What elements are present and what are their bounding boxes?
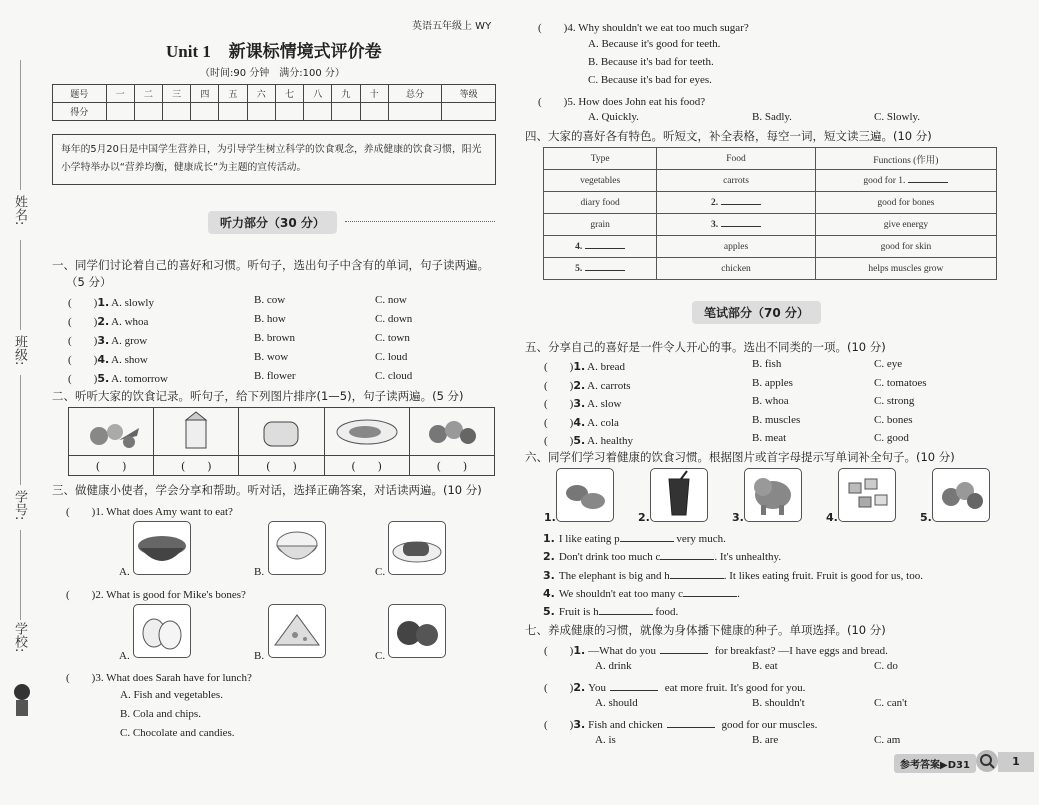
score-header-cell: 总分: [388, 85, 442, 103]
option-b: B. eat: [752, 660, 778, 672]
s3-q1-a: A.: [119, 566, 130, 578]
item-number: 3.: [97, 334, 110, 347]
margin-rule: [20, 240, 21, 330]
option-c: C. down: [375, 313, 413, 325]
margin-rule: [20, 530, 21, 620]
option-c: C. tomatoes: [874, 376, 927, 389]
option-a: A. whoa: [111, 316, 149, 328]
score-table: [52, 84, 496, 121]
cell-text: give energy: [883, 219, 929, 230]
candies-image: [838, 468, 896, 522]
option-a: A. grow: [111, 335, 148, 347]
sentence-end: . It's unhealthy.: [714, 551, 782, 564]
sentence-start: Don't drink too much c: [558, 551, 661, 564]
s6-title: 六、同学们学习着健康的饮食习惯。根据图片或首字母提示写单词补全句子。(10 分): [525, 450, 955, 464]
s5-item: [544, 395, 621, 411]
cell-text: 2.: [710, 197, 719, 208]
score-header-cell: 七: [275, 85, 303, 103]
s7-item: [544, 716, 817, 732]
option-a: A. slow: [587, 398, 622, 410]
answer-slot[interactable]: ( ): [544, 719, 574, 731]
s3-q2-c: C.: [375, 650, 386, 662]
title-unit: Unit 1: [166, 42, 211, 61]
blank-input[interactable]: [585, 248, 625, 249]
option-b: B. flower: [254, 370, 296, 382]
option-a: A. drink: [595, 660, 632, 672]
blank-input[interactable]: [667, 718, 715, 728]
potatoes-image: [556, 468, 614, 522]
option-c: C. eye: [874, 358, 903, 370]
answer-slot[interactable]: ( ): [68, 335, 98, 347]
option-c: C. good: [874, 432, 909, 444]
s3-q4-b: B. Because it's bad for teeth.: [588, 56, 714, 68]
s3-q3-a: A. Fish and vegetables.: [120, 689, 223, 701]
s3-title: 三、做健康小使者，学会分享和帮助。听对话，选择正确答案，对话读两遍。(10 分): [52, 483, 482, 497]
item-number: 2.: [543, 550, 555, 564]
s6-sentence: [543, 569, 923, 582]
cell-text: good for bones: [877, 197, 935, 208]
table-cell: [657, 236, 816, 258]
score-header-cell: 六: [247, 85, 275, 103]
answer-slot[interactable]: ( ): [68, 373, 98, 385]
milk-carton-image: [154, 408, 239, 456]
option-b: B. shouldn't: [752, 697, 805, 709]
blank-input[interactable]: [683, 587, 737, 597]
blank-input[interactable]: [670, 569, 724, 579]
answer-slot[interactable]: ( ): [544, 398, 574, 410]
score-header-cell: 题号: [53, 85, 107, 103]
table-row: [544, 192, 997, 214]
cell-text: good for skin: [880, 241, 932, 252]
number-label: 学号:: [12, 490, 27, 521]
s5-item: [544, 358, 625, 374]
s5-item: [544, 377, 631, 393]
s1-item: [68, 313, 148, 329]
option-b: B. meat: [752, 432, 787, 444]
option-c: C. do: [874, 660, 898, 672]
listening-title: 听力部分（30 分）: [208, 211, 337, 234]
score-input-cell[interactable]: [442, 103, 496, 121]
s6-sentence: [543, 587, 740, 600]
answer-slot[interactable]: ( ): [544, 379, 574, 392]
sentence-start: We shouldn't eat too many c: [558, 587, 684, 600]
score-header-cell: 八: [304, 85, 332, 103]
table-cell: [544, 192, 657, 214]
item-number: 3.: [543, 568, 555, 582]
cell-text: diary food: [580, 197, 620, 208]
score-input-cell[interactable]: [163, 103, 191, 121]
option-c: C. bones: [874, 413, 913, 426]
item-number: 5.: [573, 434, 586, 447]
score-input-cell[interactable]: [134, 103, 162, 121]
option-a: A. cola: [587, 416, 619, 429]
s4-title: 四、大家的喜好各有特色。听短文，补全表格，每空一词，短文读三遍。(10 分): [525, 129, 932, 143]
mascot-icon: [8, 680, 36, 720]
bread-image: [239, 408, 324, 456]
score-input-cell[interactable]: [275, 103, 303, 121]
table-cell: [657, 258, 816, 280]
divider: [345, 221, 495, 222]
s3-q1-b: B.: [254, 566, 265, 578]
page-title: [166, 37, 382, 62]
score-input-cell[interactable]: [106, 103, 134, 121]
sentence-end: .: [737, 587, 740, 600]
answer-slot[interactable]: ( ): [68, 354, 98, 366]
fruit-basket-image: [932, 468, 990, 522]
s3-q4-a: A. Because it's good for teeth.: [588, 38, 721, 50]
s6-sentence: [543, 532, 726, 545]
time-info: （时间:90 分钟 满分:100 分）: [200, 68, 345, 79]
score-input-cell[interactable]: [191, 103, 219, 121]
score-input-cell[interactable]: [360, 103, 388, 121]
item-number: 2.: [573, 681, 586, 694]
answer-slot[interactable]: ( ): [324, 456, 409, 476]
question-end: for breakfast? —I have eggs and bread.: [712, 645, 888, 657]
answer-slot[interactable]: ( ): [409, 456, 494, 476]
cell-text: good for 1.: [863, 175, 906, 186]
option-a: A. slowly: [111, 297, 154, 309]
score-header-cell: 三: [163, 85, 191, 103]
score-input-cell[interactable]: [304, 103, 332, 121]
question-start: Fish and chicken: [588, 719, 663, 731]
s4-table: [543, 147, 997, 280]
s5-item: [544, 414, 619, 430]
answer-slot[interactable]: ( ): [544, 682, 574, 694]
option-a: A. is: [595, 734, 616, 746]
eggs-image: [133, 604, 191, 658]
option-c: C. now: [375, 294, 407, 306]
item-number: 4.: [573, 415, 586, 429]
cell-text: 5.: [575, 263, 583, 274]
option-b: B. cow: [254, 294, 286, 306]
score-header-cell: 九: [332, 85, 360, 103]
cheese-image: [268, 604, 326, 658]
blank-input[interactable]: [660, 644, 708, 654]
sentence-start: The elephant is big and h: [558, 569, 670, 582]
question-start: You: [588, 682, 607, 694]
s6-sentence: [543, 605, 678, 618]
score-header-cell: 等级: [442, 85, 496, 103]
answer-slot[interactable]: ( ): [544, 435, 574, 447]
option-c: C. loud: [375, 351, 408, 363]
question-end: eat more fruit. It's good for you.: [662, 682, 806, 694]
s6-num: 1.: [544, 511, 556, 524]
elephant-image: [744, 468, 802, 522]
blank-input[interactable]: [721, 226, 761, 227]
s1-item: [68, 370, 168, 386]
item-number: 1.: [573, 360, 586, 373]
item-number: 4.: [97, 353, 110, 366]
fruit-image: [409, 408, 494, 456]
score-header-cell: 一: [106, 85, 134, 103]
option-c: C. can't: [874, 697, 908, 709]
s5-title: 五、分享自己的喜好是一件令人开心的事。选出不同类的一项。(10 分): [525, 340, 886, 354]
school-label: 学校:: [12, 622, 27, 653]
score-input-cell[interactable]: [247, 103, 275, 121]
answer-slot[interactable]: ( ): [154, 456, 239, 476]
cell-text: chicken: [721, 263, 751, 274]
rice-image: [268, 521, 326, 575]
binding-margin: [0, 0, 44, 805]
blank-input[interactable]: [721, 204, 761, 205]
table-cell: [657, 214, 816, 236]
cell-text: carrots: [723, 175, 749, 186]
option-b: B. wow: [254, 351, 289, 363]
cell-text: helps muscles grow: [868, 263, 944, 274]
answer-slot[interactable]: ( ): [68, 316, 98, 328]
item-number: 1.: [543, 532, 555, 545]
table-cell: [815, 258, 996, 280]
cola-image: [650, 468, 708, 522]
intro-box: 每年的5月20日是中国学生营养日，为引导学生树立科学的饮食观念，养成健康的饮食习惯，阳光小学特举办以“营养均衡，健康成长”为主题的宣传活动。: [52, 134, 496, 185]
item-number: 3.: [573, 718, 586, 731]
s6-num: 3.: [732, 511, 744, 524]
s6-num: 2.: [638, 511, 650, 524]
score-input-cell[interactable]: [332, 103, 360, 121]
option-c: C. cloud: [375, 370, 413, 382]
s2-picture-table: [68, 407, 495, 476]
option-a: A. tomorrow: [111, 373, 168, 385]
sentence-start: Fruit is h: [558, 606, 599, 619]
option-a: A. show: [111, 354, 148, 366]
s3-q4: ( )4. Why shouldn't we eat too much sugar?: [538, 22, 749, 34]
sentence-start: I like eating p: [558, 533, 620, 545]
s3-q1-c: C.: [375, 566, 386, 578]
steak-image: [388, 521, 446, 575]
page-number: 1: [998, 752, 1034, 772]
score-header-cell: 二: [134, 85, 162, 103]
s6-num: 4.: [826, 511, 838, 524]
class-label: 班级:: [12, 335, 27, 366]
s6-num: 5.: [920, 511, 932, 524]
item-number: 5.: [97, 372, 110, 385]
blank-input[interactable]: [610, 681, 658, 691]
answer-slot[interactable]: ( ): [544, 645, 574, 657]
title-cn: 新课标情境式评价卷: [228, 42, 382, 62]
s3-q2-a: A.: [119, 650, 130, 662]
option-b: B. whoa: [752, 395, 789, 407]
table-cell: [815, 214, 996, 236]
score-input-cell[interactable]: [388, 103, 442, 121]
option-b: B. are: [752, 734, 779, 746]
grade-label: 英语五年级上 WY: [412, 21, 492, 32]
score-header-cell: 十: [360, 85, 388, 103]
blank-input[interactable]: [620, 532, 674, 542]
s3-q3: ( )3. What does Sarah have for lunch?: [66, 672, 252, 684]
blank-input[interactable]: [599, 605, 653, 615]
score-header-cell: 四: [191, 85, 219, 103]
s7-item: [544, 679, 805, 695]
option-c: C. strong: [874, 395, 915, 407]
table-row: [544, 258, 997, 280]
vegetables-image: [69, 408, 154, 456]
table-cell: [544, 170, 657, 192]
margin-rule: [20, 60, 21, 190]
s3-q2: ( )2. What is good for Mike's bones?: [66, 589, 246, 601]
s3-q2-b: B.: [254, 650, 265, 662]
table-cell: [657, 192, 816, 214]
item-number: 4.: [543, 586, 555, 600]
option-b: B. fish: [752, 358, 782, 370]
s1-item: [68, 351, 148, 367]
option-b: B. muscles: [752, 413, 801, 426]
s1-score: （5 分）: [66, 275, 112, 289]
cell-text: 3.: [710, 219, 719, 230]
answer-slot[interactable]: ( ): [544, 416, 574, 429]
s3-q4-c: C. Because it's bad for eyes.: [588, 74, 712, 86]
s3-q3-c: C. Chocolate and candies.: [120, 727, 235, 739]
table-cell: [544, 236, 657, 258]
fish-dish-image: [324, 408, 409, 456]
answer-ref: 参考答案▶D31: [894, 754, 976, 773]
blank-input[interactable]: [585, 270, 625, 271]
option-b: B. apples: [752, 376, 793, 389]
sentence-end: food.: [652, 606, 679, 619]
answer-slot[interactable]: ( ): [69, 456, 154, 476]
blank-input[interactable]: [908, 182, 948, 183]
cell-text: apples: [723, 241, 749, 252]
table-row: [544, 170, 997, 192]
s3-q5: ( )5. How does John eat his food?: [538, 96, 706, 108]
noodles-image: [133, 521, 191, 575]
s5-item: [544, 432, 633, 448]
s3-q3-b: B. Cola and chips.: [120, 708, 201, 720]
answer-slot[interactable]: ( ): [239, 456, 324, 476]
item-number: 1.: [97, 296, 110, 309]
tomatoes-image: [388, 604, 446, 658]
answer-slot[interactable]: ( ): [68, 297, 98, 309]
cell-text: grain: [590, 219, 610, 230]
table-cell: [815, 192, 996, 214]
s7-title: 七、养成健康的习惯，就像为身体播下健康的种子。单项选择。(10 分): [525, 623, 886, 637]
writing-title: 笔试部分（70 分）: [692, 301, 821, 324]
s6-sentence: [543, 550, 781, 563]
score-row-label: 得分: [53, 103, 107, 121]
s2-title: 二、听听大家的饮食记录。听句子，给下列图片排序(1—5)，句子读两遍。(5 分): [52, 389, 464, 403]
table-row: [544, 236, 997, 258]
score-input-cell[interactable]: [219, 103, 247, 121]
table-cell: [544, 258, 657, 280]
table-header: Food: [657, 148, 816, 170]
option-a: A. should: [595, 697, 638, 709]
table-row: [544, 214, 997, 236]
item-number: 1.: [573, 644, 586, 657]
question-end: good for our muscles.: [718, 719, 818, 731]
s1-item: [68, 332, 147, 348]
item-number: 2.: [97, 315, 110, 328]
s3-q5-b: B. Sadly.: [752, 111, 792, 123]
option-a: A. healthy: [587, 435, 633, 447]
score-header-cell: 五: [219, 85, 247, 103]
table-header: Functions (作用): [815, 148, 996, 170]
table-cell: [544, 214, 657, 236]
table-cell: [815, 170, 996, 192]
magnifier-icon: [976, 750, 998, 772]
table-header: Type: [544, 148, 657, 170]
s3-q1: ( )1. What does Amy want to eat?: [66, 506, 233, 518]
item-number: 3.: [573, 397, 586, 410]
item-number: 2.: [573, 378, 586, 392]
option-c: C. am: [874, 734, 901, 746]
item-number: 5.: [543, 605, 555, 619]
table-cell: [657, 170, 816, 192]
option-b: B. how: [254, 313, 286, 325]
s1-item: [68, 294, 154, 310]
s7-item: [544, 642, 888, 658]
answer-slot[interactable]: ( ): [544, 361, 574, 373]
option-a: A. bread: [587, 361, 626, 373]
table-cell: [815, 236, 996, 258]
s3-q5-a: A. Quickly.: [588, 111, 639, 123]
sentence-end: very much.: [673, 533, 726, 545]
option-c: C. town: [375, 332, 410, 344]
s1-title: 一、同学们讨论着自己的喜好和习惯。听句子，选出句子中含有的单词，句子读两遍。: [52, 258, 489, 272]
question-start: —What do you: [588, 645, 656, 657]
s3-q5-c: C. Slowly.: [874, 111, 921, 123]
sentence-end: . It likes eating fruit. Fruit is good for us, too.: [723, 569, 923, 582]
cell-text: vegetables: [580, 175, 621, 186]
margin-rule: [20, 375, 21, 485]
cell-text: 4.: [575, 241, 583, 252]
name-label: 姓名:: [12, 195, 27, 226]
option-a: A. carrots: [587, 379, 631, 392]
blank-input[interactable]: [660, 550, 714, 560]
option-b: B. brown: [254, 332, 295, 344]
